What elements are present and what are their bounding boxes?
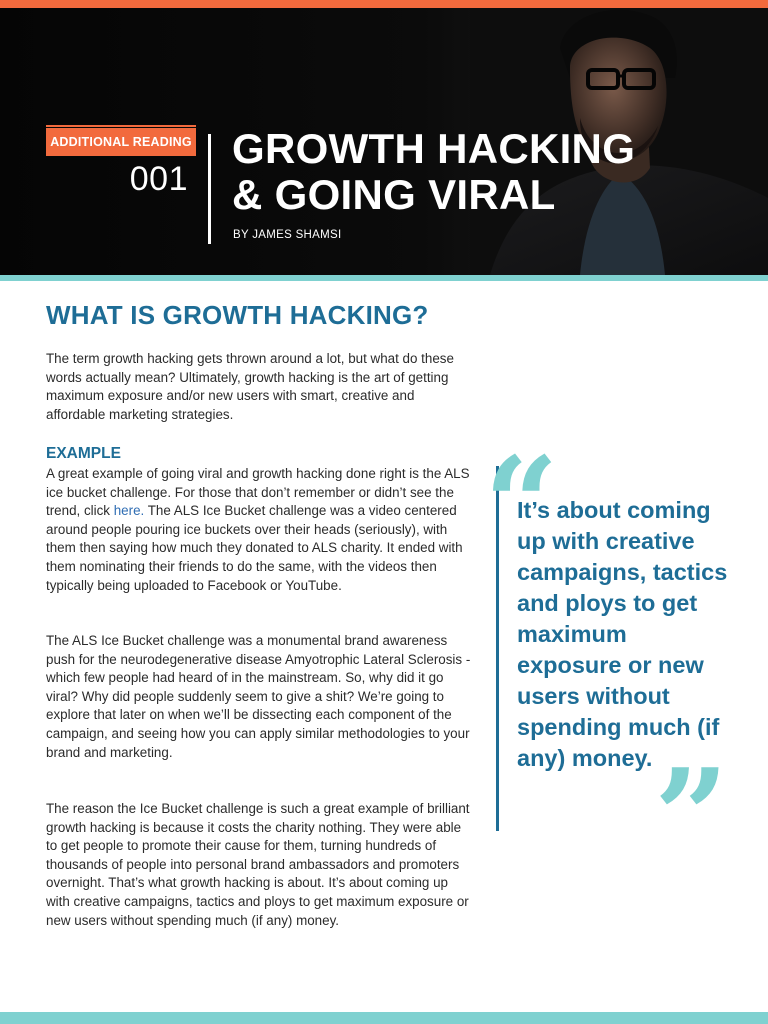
body-paragraph-3: The ALS Ice Bucket challenge was a monumental brand awareness push for the neurodegenerative disease Amyotrophic Lateral Sclerosis - which few people had heard of in the mainstream. So, why did it go viral? Why did people suddenly seem to give a shit? We’re going to explore that later on when we’ll be dissecting each component of the campaign, and seeing how you can apply similar methodologies to your brand and marketing. — [46, 633, 471, 760]
page-title-line-1: GROWTH HACKING — [232, 125, 636, 172]
close-quote-icon: ” — [654, 740, 729, 893]
title-divider — [208, 134, 211, 244]
pullquote-text: It’s about coming up with creative campaigns, tactics and ploys to get maximum exposure or new users without spending much (if any) money. — [517, 497, 728, 771]
badge-rule — [46, 125, 196, 127]
example-text-before-link: A great example of going viral and growth hacking done right is the ALS ice bucket challenge. For those that don’t remember or didn’t see the trend, click — [46, 466, 470, 519]
header-banner — [0, 8, 768, 275]
body-paragraph-4: The reason the Ice Bucket challenge is such a great example of brilliant growth hacking is because it costs the charity nothing. They were able to get people to promote their cause for them, turning hundreds of thousands of people into personal brand ambassadors and promoters overnight. That’s what growth hacking is about. It’s about coming up with creative campaigns, tactics and ploys to get maximum exposure or new users without spending much (if any) money. — [46, 801, 470, 928]
page-title — [232, 126, 752, 218]
open-quote-icon: “ — [484, 428, 559, 581]
page-title-line-2: & GOING VIRAL — [232, 171, 556, 218]
issue-number: 001 — [129, 160, 188, 198]
here-link[interactable]: here. — [113, 503, 145, 519]
header-teal-band — [0, 275, 768, 281]
additional-reading-badge: ADDITIONAL READING — [46, 128, 196, 156]
author-byline: BY JAMES SHAMSI — [233, 229, 342, 241]
example-heading: EXAMPLE — [46, 445, 121, 462]
footer-teal-band — [0, 1012, 768, 1024]
example-text-after-link: The ALS Ice Bucket challenge was a video centered around people pouring ice buckets over their heads (seriously), with them then saying how much they donated to ALS charity. It ended with them nominating their friends to do the same, with the videos then typically being uploaded to Facebook or YouTube. — [46, 503, 463, 593]
top-accent-stripe — [0, 0, 768, 8]
example-paragraph — [46, 465, 471, 595]
intro-paragraph: The term growth hacking gets thrown around a lot, but what do these words actually mean? Ultimately, growth hacking is the art of getting maximum exposure and/or new users with smart, creative and affordable marketing strategies. — [46, 351, 454, 422]
section-heading: WHAT IS GROWTH HACKING? — [46, 300, 429, 330]
